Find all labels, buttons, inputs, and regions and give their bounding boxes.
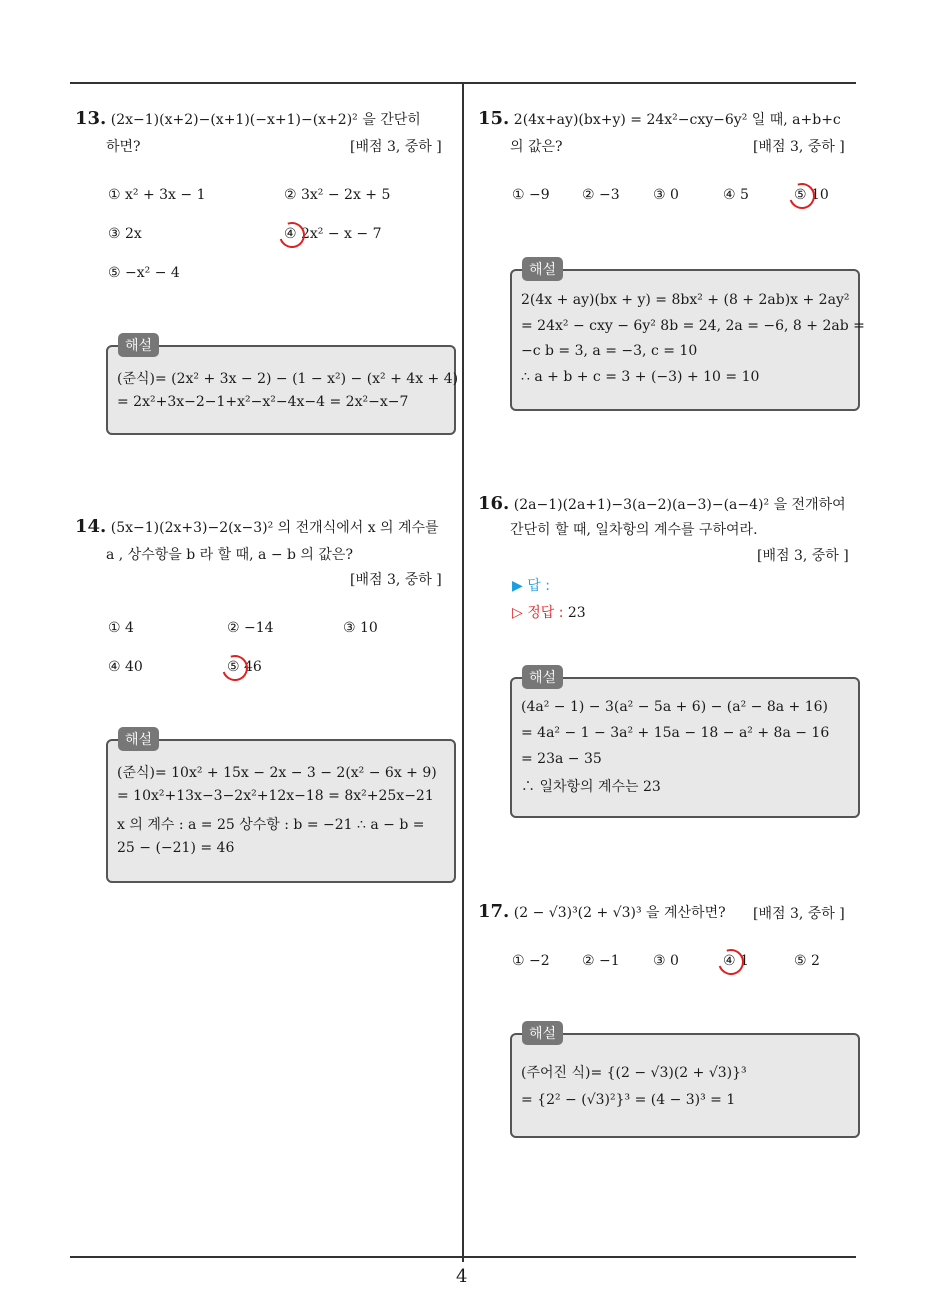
solution-line: (준식)= 10x² + 15x − 2x − 3 − 2(x² − 6x + 9): [117, 765, 437, 781]
choice-1[interactable]: ① −2: [512, 953, 550, 969]
question-number: 16.: [478, 493, 510, 514]
choice-5[interactable]: ⑤ −x² − 4: [108, 265, 180, 281]
correct-answer: [512, 602, 586, 622]
question-text-cont: 의 값은?: [510, 139, 563, 155]
column-divider: [462, 82, 464, 1262]
score-meta: [배점 3, 중하 ]: [757, 548, 849, 564]
question-15: [478, 108, 860, 129]
solution-line: (준식)= (2x² + 3x − 2) − (1 − x²) − (x² + 4x + 4): [117, 371, 459, 387]
solution-line: (주어진 식)= {(2 − √3)(2 + √3)}³: [521, 1065, 747, 1081]
solution-tab: 해설: [118, 727, 159, 751]
choice-5[interactable]: ⑤ 46: [227, 659, 262, 675]
solution-line: = 23a − 35: [521, 751, 602, 767]
solution-line: = 10x²+13x−3−2x²+12x−18 = 8x²+25x−21: [117, 788, 434, 804]
solution-box: [510, 1033, 860, 1138]
score-meta: [배점 3, 중하 ]: [350, 139, 442, 155]
solution-box: [106, 345, 459, 435]
solution-line: x 의 계수 : a = 25 상수항 : b = −21 ∴ a − b =: [117, 817, 425, 833]
question-13: [75, 108, 457, 129]
question-text: (2x−1)(x+2)−(x+1)(−x+1)−(x+2)² 을 간단히: [110, 112, 421, 128]
choice-4[interactable]: ④ 5: [723, 187, 749, 203]
solution-box: [106, 739, 456, 883]
choice-4[interactable]: ④ 40: [108, 659, 143, 675]
score-meta: [배점 3, 중하 ]: [753, 139, 845, 155]
choice-2[interactable]: ② 3x² − 2x + 5: [284, 187, 391, 203]
solution-tab: 해설: [118, 333, 159, 357]
question-text-cont: 간단히 할 때, 일차항의 계수를 구하여라.: [510, 522, 758, 538]
question-text: (2 − √3)³(2 + √3)³ 을 계산하면?: [513, 905, 726, 921]
solution-line: 25 − (−21) = 46: [117, 840, 235, 856]
choice-5[interactable]: ⑤ 2: [794, 953, 820, 969]
correct-answer-label: ▷ 정답 :: [512, 605, 564, 621]
solution-tab: 해설: [522, 257, 563, 281]
question-text: 2(4x+ay)(bx+y) = 24x²−cxy−6y² 일 때, a+b+c: [513, 112, 841, 128]
solution-line: 2(4x + ay)(bx + y) = 8bx² + (8 + 2ab)x + 2ay²: [521, 292, 850, 308]
choice-3[interactable]: ③ 0: [653, 187, 679, 203]
bottom-rule: [70, 1256, 856, 1258]
answer-input-label[interactable]: ▶ 답 :: [512, 578, 550, 594]
choice-4[interactable]: ④ 1: [723, 953, 749, 969]
question-number: 14.: [75, 516, 107, 537]
answer-mark-icon: [785, 179, 820, 214]
choice-5[interactable]: ⑤ 10: [794, 187, 829, 203]
solution-line: = {2² − (√3)²}³ = (4 − 3)³ = 1: [521, 1092, 736, 1108]
question-number: 17.: [478, 901, 510, 922]
choice-2[interactable]: ② −1: [582, 953, 620, 969]
choice-3[interactable]: ③ 10: [343, 620, 378, 636]
answer-mark-icon: [275, 218, 310, 253]
question-text-cont: 하면?: [106, 139, 141, 155]
answer-mark-icon: [714, 945, 749, 980]
choice-2[interactable]: ② −3: [582, 187, 620, 203]
choice-1[interactable]: ① 4: [108, 620, 134, 636]
question-16: [478, 493, 860, 514]
choice-3[interactable]: ③ 0: [653, 953, 679, 969]
choice-1[interactable]: ① x² + 3x − 1: [108, 187, 206, 203]
solution-tab: 해설: [522, 1021, 563, 1045]
question-17: [478, 901, 748, 922]
solution-line: = 24x² − cxy − 6y² 8b = 24, 2a = −6, 8 + 2ab =: [521, 318, 865, 334]
question-number: 13.: [75, 108, 107, 129]
choice-4[interactable]: ④ 2x² − x − 7: [284, 226, 382, 242]
solution-line: ∴ 일차항의 계수는 23: [521, 779, 661, 795]
solution-line: −c b = 3, a = −3, c = 10: [521, 343, 698, 359]
score-meta: [배점 3, 중하 ]: [350, 572, 442, 588]
solution-line: (4a² − 1) − 3(a² − 5a + 6) − (a² − 8a + 16): [521, 699, 829, 715]
solution-line: = 2x²+3x−2−1+x²−x²−4x−4 = 2x²−x−7: [117, 394, 409, 410]
question-text-cont: a , 상수항을 b 라 할 때, a − b 의 값은?: [106, 547, 353, 563]
solution-tab: 해설: [522, 665, 563, 689]
solution-line: ∴ a + b + c = 3 + (−3) + 10 = 10: [521, 369, 760, 385]
page-number: 4: [456, 1266, 468, 1287]
choice-3[interactable]: ③ 2x: [108, 226, 142, 242]
choice-1[interactable]: ① −9: [512, 187, 550, 203]
score-meta: [배점 3, 중하 ]: [753, 906, 845, 922]
question-number: 15.: [478, 108, 510, 129]
correct-answer-value: 23: [567, 605, 586, 621]
question-text: (2a−1)(2a+1)−3(a−2)(a−3)−(a−4)² 을 전개하여: [513, 497, 846, 513]
answer-mark-icon: [218, 651, 253, 686]
solution-line: = 4a² − 1 − 3a² + 15a − 18 − a² + 8a − 16: [521, 725, 830, 741]
solution-box: [510, 269, 860, 411]
choice-2[interactable]: ② −14: [227, 620, 274, 636]
question-text: (5x−1)(2x+3)−2(x−3)² 의 전개식에서 x 의 계수를: [110, 520, 439, 536]
question-14: [75, 516, 457, 537]
